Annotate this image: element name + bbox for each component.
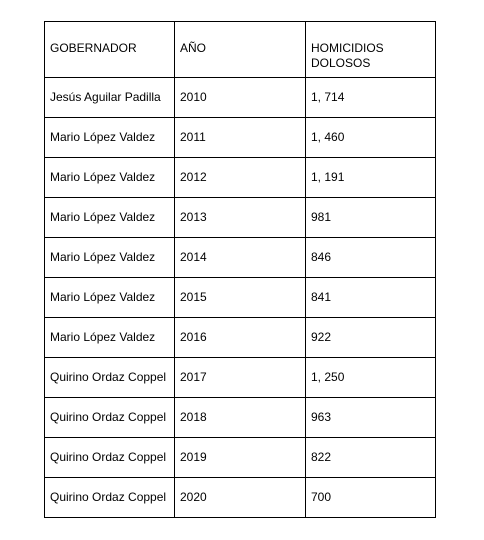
homicides-table <box>44 21 436 518</box>
table-row <box>45 358 436 398</box>
homicides-cell: 846 <box>306 238 436 278</box>
governor-cell: Quirino Ordaz Coppel <box>45 478 175 518</box>
year-cell: 2020 <box>175 478 306 518</box>
table-row <box>45 398 436 438</box>
table-row <box>45 238 436 278</box>
table-row <box>45 158 436 198</box>
table-row <box>45 278 436 318</box>
governor-cell: Quirino Ordaz Coppel <box>45 358 175 398</box>
year-cell: 2017 <box>175 358 306 398</box>
table-row <box>45 478 436 518</box>
header-homicides: HOMICIDIOS DOLOSOS <box>306 22 436 78</box>
governor-cell: Mario López Valdez <box>45 158 175 198</box>
homicides-cell: 922 <box>306 318 436 358</box>
governor-cell: Mario López Valdez <box>45 318 175 358</box>
table-row <box>45 118 436 158</box>
year-cell: 2011 <box>175 118 306 158</box>
year-cell: 2010 <box>175 78 306 118</box>
homicides-cell: 1, 714 <box>306 78 436 118</box>
year-cell: 2014 <box>175 238 306 278</box>
homicides-cell: 963 <box>306 398 436 438</box>
table-header-row <box>45 22 436 78</box>
header-year: AÑO <box>175 22 306 78</box>
homicides-cell: 822 <box>306 438 436 478</box>
table-row <box>45 78 436 118</box>
year-cell: 2012 <box>175 158 306 198</box>
governor-cell: Quirino Ordaz Coppel <box>45 398 175 438</box>
governor-cell: Jesús Aguilar Padilla <box>45 78 175 118</box>
year-cell: 2018 <box>175 398 306 438</box>
table-row <box>45 318 436 358</box>
governor-cell: Mario López Valdez <box>45 238 175 278</box>
year-cell: 2013 <box>175 198 306 238</box>
year-cell: 2016 <box>175 318 306 358</box>
homicides-cell: 1, 250 <box>306 358 436 398</box>
governor-cell: Quirino Ordaz Coppel <box>45 438 175 478</box>
governor-cell: Mario López Valdez <box>45 118 175 158</box>
table-row <box>45 438 436 478</box>
year-cell: 2019 <box>175 438 306 478</box>
year-cell: 2015 <box>175 278 306 318</box>
homicides-cell: 981 <box>306 198 436 238</box>
header-governor: GOBERNADOR <box>45 22 175 78</box>
table-row <box>45 198 436 238</box>
homicides-cell: 1, 191 <box>306 158 436 198</box>
homicides-cell: 700 <box>306 478 436 518</box>
governor-cell: Mario López Valdez <box>45 278 175 318</box>
homicides-cell: 841 <box>306 278 436 318</box>
governor-cell: Mario López Valdez <box>45 198 175 238</box>
homicides-cell: 1, 460 <box>306 118 436 158</box>
